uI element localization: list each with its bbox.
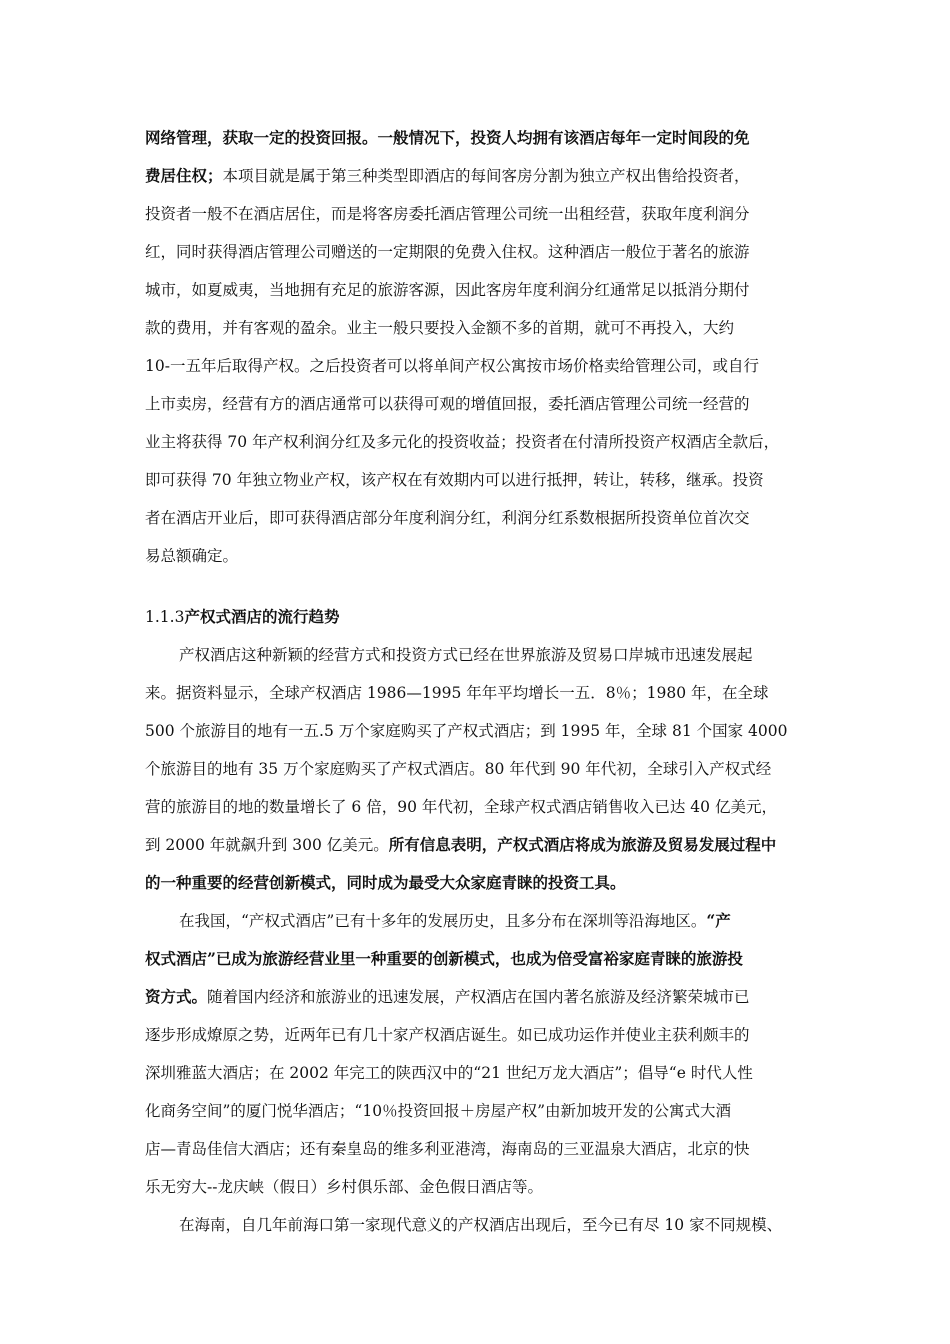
text-line [145, 758, 771, 780]
text-run: 来。据资料显示，全球产权酒店 1986—1995 年年平均增长一五．8％；1980 年，在全球 [145, 684, 769, 702]
text-run: 易总额确定。 [145, 547, 239, 565]
bold-text-run: 的一种重要的经营创新模式，同时成为最受大众家庭青睐的投资工具。 [145, 873, 626, 892]
text-line [145, 1138, 750, 1160]
text-run: 在海南，自几年前海口第一家现代意义的产权酒店出现后，至今已有尽 10 家不同规模、 [179, 1216, 783, 1234]
bold-text-run: “产 [706, 911, 731, 930]
text-line [145, 507, 750, 529]
text-run: 业主将获得 70 年产权利润分红及多元化的投资收益；投资者在付清所投资产权酒店全款后， [145, 433, 780, 451]
section-number: 1.1.3 [145, 608, 185, 626]
text-run: 营的旅游目的地的数量增长了 6 倍，90 年代初，全球产权式酒店销售收入已达 40 亿美元， [145, 798, 777, 816]
text-line [145, 241, 750, 263]
text-line [145, 1062, 753, 1084]
text-line [145, 834, 776, 856]
bold-text-run: 网络管理，获取一定的投资回报。一般情况下，投资人均拥有该酒店每年一定时间段的免 [145, 128, 750, 147]
text-run: 本项目就是属于第三种类型即酒店的每间客房分割为独立产权出售给投资者， [222, 167, 750, 185]
text-run: 即可获得 70 年独立物业产权，该产权在有效期内可以进行抵押，转让，转移，继承。投资 [145, 471, 764, 489]
text-run: 在我国，“产权式酒店”已有十多年的发展历史，且多分布在深圳等沿海地区。 [179, 912, 707, 930]
text-line [179, 910, 731, 932]
text-line [145, 127, 750, 149]
section-heading [145, 606, 339, 628]
text-line [145, 469, 764, 491]
bold-text-run: 资方式。 [145, 987, 208, 1006]
text-run: 城市，如夏威夷，当地拥有充足的旅游客源，因此客房年度利润分红通常足以抵消分期付 [145, 281, 750, 299]
text-run: 红，同时获得酒店管理公司赠送的一定期限的免费入住权。这种酒店一般位于著名的旅游 [145, 243, 750, 261]
text-line [145, 1024, 750, 1046]
text-run: 随着国内经济和旅游业的迅速发展，产权酒店在国内著名旅游及经济繁荣城市已 [207, 988, 750, 1006]
text-line [145, 355, 759, 377]
text-run: 500 个旅游目的地有一五.5 万个家庭购买了产权式酒店；到 1995 年，全球 81 个国家 4000 [145, 722, 788, 740]
text-line [179, 1214, 782, 1236]
text-line [179, 644, 753, 666]
bold-text-run: 权式酒店”已成为旅游经营业里一种重要的创新模式，也成为倍受富裕家庭青睐的旅游投 [145, 949, 743, 968]
text-line [145, 165, 750, 187]
text-run: 10-一五年后取得产权。之后投资者可以将单间产权公寓按市场价格卖给管理公司，或自行 [145, 357, 759, 375]
text-line [145, 317, 734, 339]
text-run: 化商务空间”的厦门悦华酒店；“10％投资回报＋房屋产权”由新加坡开发的公寓式大酒 [145, 1102, 731, 1120]
text-run: 者在酒店开业后，即可获得酒店部分年度利润分红，利润分红系数根据所投资单位首次交 [145, 509, 750, 527]
text-line [145, 1176, 543, 1198]
bold-text-run: 所有信息表明，产权式酒店将成为旅游及贸易发展过程中 [388, 835, 777, 854]
section-title: 产权式酒店的流行趋势 [184, 607, 340, 626]
text-run: 产权酒店这种新颖的经营方式和投资方式已经在世界旅游及贸易口岸城市迅速发展起 [179, 646, 753, 664]
bold-text-run: 费居住权； [145, 166, 223, 185]
text-line [145, 203, 750, 225]
text-run: 乐无穷大--龙庆峡（假日）乡村俱乐部、金色假日酒店等。 [145, 1178, 543, 1196]
text-run: 投资者一般不在酒店居住，而是将客房委托酒店管理公司统一出租经营，获取年度利润分 [145, 205, 750, 223]
text-line [145, 720, 787, 742]
text-line [145, 948, 743, 970]
text-line [145, 1100, 731, 1122]
text-run: 个旅游目的地有 35 万个家庭购买了产权式酒店。80 年代到 90 年代初，全球引入产权式经 [145, 760, 772, 778]
text-line [145, 545, 238, 567]
text-line [145, 986, 750, 1008]
text-line [145, 796, 777, 818]
text-run: 到 2000 年就飙升到 300 亿美元。 [145, 836, 389, 854]
text-line [145, 431, 779, 453]
text-run: 款的费用，并有客观的盈余。业主一般只要投入金额不多的首期，就可不再投入，大约 [145, 319, 735, 337]
text-line [145, 279, 750, 301]
text-run: 上市卖房，经营有方的酒店通常可以获得可观的增值回报，委托酒店管理公司统一经营的 [145, 395, 750, 413]
text-run: 逐步形成燎原之势，近两年已有几十家产权酒店诞生。如已成功运作并使业主获利颇丰的 [145, 1026, 750, 1044]
text-run: 店—青岛佳信大酒店；还有秦皇岛的维多利亚港湾，海南岛的三亚温泉大酒店，北京的快 [145, 1140, 750, 1158]
text-line [145, 872, 626, 894]
text-line [145, 393, 750, 415]
text-run: 深圳雅蓝大酒店；在 2002 年完工的陕西汉中的“21 世纪万龙大酒店”；倡导“e 时代人性 [145, 1064, 753, 1082]
text-line [145, 682, 768, 704]
